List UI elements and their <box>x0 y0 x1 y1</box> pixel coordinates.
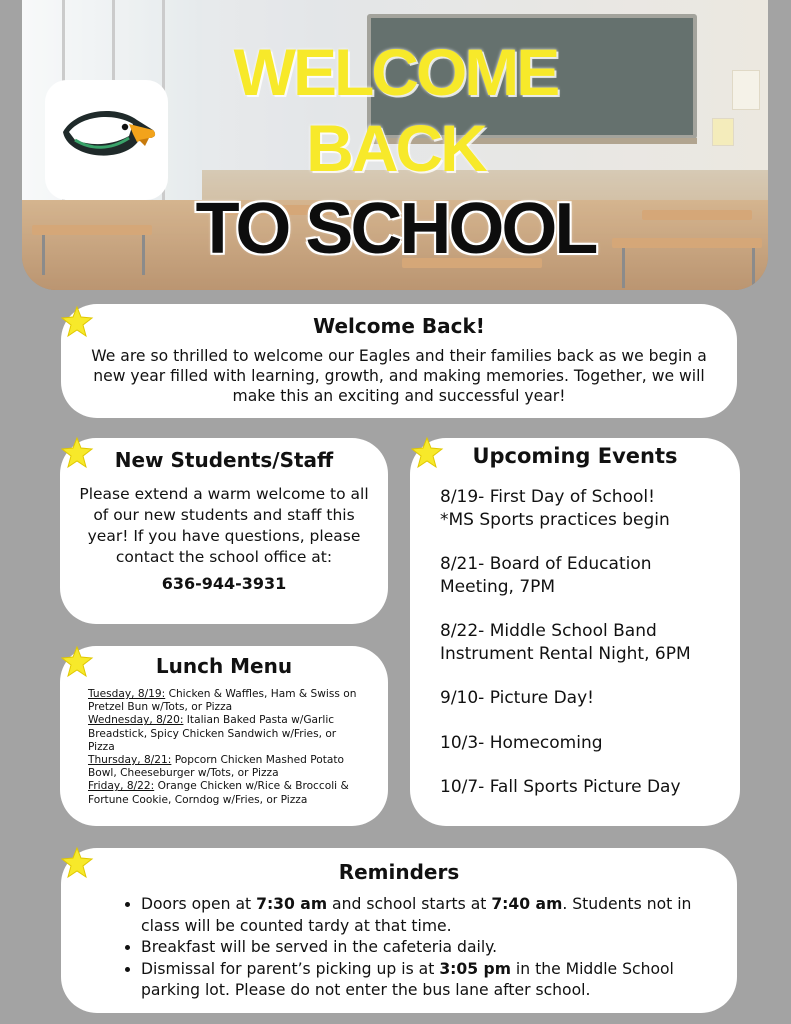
list-item: 9/10- Picture Day! <box>440 688 594 708</box>
lunch-items <box>60 688 388 807</box>
lunch-heading: Lunch Menu <box>155 654 293 678</box>
eagle-head-icon <box>45 80 168 200</box>
star-icon <box>60 436 94 470</box>
school-logo <box>45 80 168 200</box>
list-item: Friday, 8/22: Orange Chicken w/Rice & Broccoli & Fortune Cookie, Corndog w/Fries, or Pizza <box>88 780 349 806</box>
list-item: 8/19- First Day of School! *MS Sports practices begin <box>440 487 670 530</box>
lunch-menu-card <box>60 646 388 826</box>
reminders-list <box>61 894 737 1002</box>
list-item: Thursday, 8/21: Popcorn Chicken Mashed Potato Bowl, Cheeseburger w/Tots, or Pizza <box>88 754 344 780</box>
star-icon <box>60 846 94 880</box>
list-item: 10/7- Fall Sports Picture Day <box>440 777 681 797</box>
list-item: 8/21- Board of Education Meeting, 7PM <box>440 554 652 597</box>
new-students-body: Please extend a warm welcome to all of our new students and staff this year! If you have questions, please contact the school office at: <box>79 485 369 566</box>
new-students-heading: New Students/Staff <box>114 448 334 472</box>
new-students-card <box>60 438 388 624</box>
list-item: • Doors open at 7:30 am and school starts at 7:40 am. Students not in class will be counted tardy at that time. <box>141 894 707 937</box>
list-item: 8/22- Middle School Band Instrument Rental Night, 6PM <box>440 621 691 664</box>
list-item: Wednesday, 8/20: Italian Baked Pasta w/Garlic Breadstick, Spicy Chicken Sandwich w/Fries, or Pizza <box>88 714 337 753</box>
title-welcome: WELCOME <box>233 35 558 109</box>
star-icon <box>60 645 94 679</box>
events-heading: Upcoming Events <box>472 444 678 468</box>
title-to-school: TO SCHOOL <box>195 189 596 269</box>
list-item: Tuesday, 8/19: Chicken & Waffles, Ham & Swiss on Pretzel Bun w/Tots, or Pizza <box>88 688 357 714</box>
events-list <box>410 486 740 799</box>
star-icon <box>60 305 94 339</box>
list-item: • Dismissal for parent’s picking up is at 3:05 pm in the Middle School parking lot. Please do not enter the bus lane after school. <box>141 959 707 1002</box>
list-item: 10/3- Homecoming <box>440 732 603 753</box>
title-back: BACK <box>306 111 485 185</box>
welcome-body: We are so thrilled to welcome our Eagles and their families back as we begin a new year filled with learning, growth, and making memories. Together, we will make this an exciting and successful year! <box>91 347 707 405</box>
school-phone: 636-944-3931 <box>161 574 287 593</box>
reminders-heading: Reminders <box>338 860 460 884</box>
welcome-card <box>61 304 737 418</box>
reminders-card <box>61 848 737 1013</box>
upcoming-events-card <box>410 438 740 826</box>
list-item: • Breakfast will be served in the cafeteria daily. <box>141 937 707 959</box>
welcome-heading: Welcome Back! <box>313 314 485 338</box>
star-icon <box>410 436 444 470</box>
